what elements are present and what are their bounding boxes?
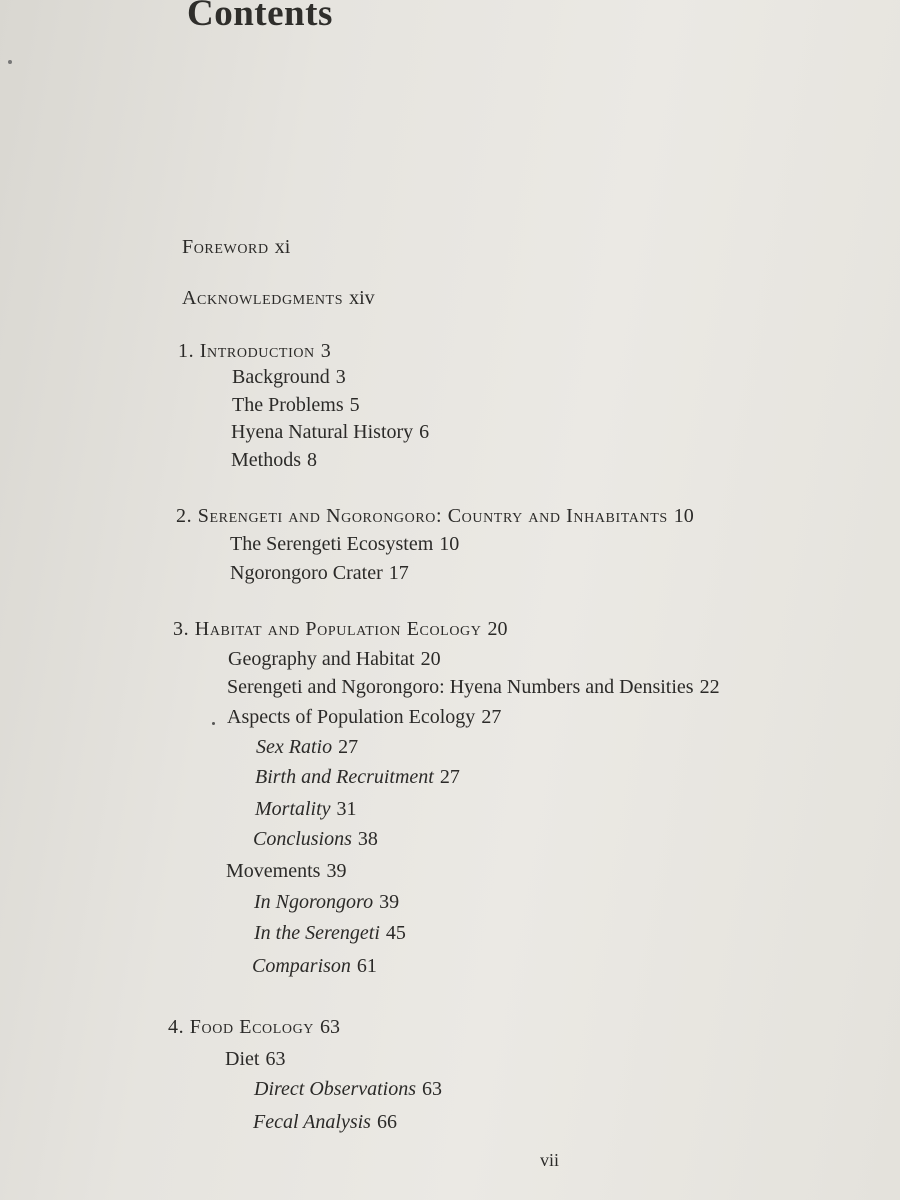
toc-entry-page: 39 bbox=[379, 891, 400, 913]
toc-section bbox=[227, 676, 720, 699]
toc-entry-label: 3. Habitat and Population Ecology bbox=[173, 618, 482, 640]
toc-entry-page: 27 bbox=[338, 736, 359, 758]
toc-entry-page: 39 bbox=[326, 860, 347, 882]
toc-entry-page: 3 bbox=[335, 366, 346, 388]
toc-entry-label: 4. Food Ecology bbox=[168, 1016, 315, 1038]
toc-entry-label: Serengeti and Ngorongoro: Hyena Numbers and Densities bbox=[227, 676, 694, 698]
toc-section bbox=[232, 394, 360, 417]
toc-section bbox=[230, 533, 459, 556]
toc-entry-page: 63 bbox=[265, 1048, 286, 1070]
toc-entry-label: In the Serengeti bbox=[254, 922, 380, 944]
toc-entry-page: 22 bbox=[699, 676, 720, 698]
toc-entry-label: Mortality bbox=[255, 798, 331, 820]
toc-subsection bbox=[253, 828, 378, 851]
toc-entry-page: 20 bbox=[420, 648, 441, 670]
toc-subsection bbox=[254, 1078, 442, 1101]
page-number: vii bbox=[540, 1150, 560, 1170]
toc-subsection bbox=[256, 736, 358, 759]
toc-entry-foreword bbox=[182, 236, 290, 259]
toc-chapter-2 bbox=[176, 505, 694, 528]
toc-subsection bbox=[252, 955, 377, 978]
toc-entry-page: 27 bbox=[481, 706, 502, 728]
toc-entry-label: The Problems bbox=[232, 394, 344, 416]
toc-section bbox=[232, 366, 346, 389]
toc-section bbox=[226, 860, 346, 883]
toc-subsection bbox=[255, 798, 357, 821]
toc-section bbox=[231, 449, 317, 472]
toc-section bbox=[225, 1048, 285, 1071]
toc-entry-label: Fecal Analysis bbox=[253, 1111, 371, 1133]
toc-section bbox=[231, 421, 429, 444]
toc-entry-page: 27 bbox=[439, 766, 460, 788]
toc-entry-page: 10 bbox=[673, 505, 694, 527]
toc-entry-label: Acknowledgments bbox=[182, 287, 344, 309]
toc-entry-label: Methods bbox=[231, 449, 301, 471]
toc-entry-label: Foreword bbox=[182, 236, 269, 258]
toc-entry-label: 1. Introduction bbox=[178, 340, 315, 362]
toc-entry-label: 2. Serengeti and Ngorongoro: Country and Inhabitants bbox=[176, 505, 668, 527]
toc-subsection bbox=[254, 922, 406, 945]
toc-entry-page: 31 bbox=[336, 798, 357, 820]
toc-subsection bbox=[253, 1111, 397, 1134]
toc-chapter-4 bbox=[168, 1016, 340, 1039]
toc-entry-label: In Ngorongoro bbox=[254, 891, 374, 913]
toc-subsection bbox=[254, 891, 399, 914]
toc-entry-page: 63 bbox=[320, 1016, 341, 1038]
toc-entry-page: 10 bbox=[439, 533, 460, 555]
toc-entry-page: xi bbox=[274, 236, 291, 258]
toc-section bbox=[230, 562, 409, 585]
paper-speck bbox=[212, 722, 215, 725]
toc-entry-page: xiv bbox=[349, 287, 375, 309]
toc-entry-page: 61 bbox=[356, 955, 377, 977]
toc-entry-label: Sex Ratio bbox=[256, 736, 333, 758]
toc-section bbox=[228, 648, 441, 671]
toc-entry-page: 20 bbox=[487, 618, 508, 640]
toc-entry-label: Conclusions bbox=[253, 828, 352, 850]
toc-entry-label: Movements bbox=[226, 860, 321, 882]
paper-speck bbox=[8, 60, 12, 64]
toc-entry-label: Comparison bbox=[252, 955, 351, 977]
toc-entry-page: 66 bbox=[376, 1111, 397, 1133]
toc-entry-page: 45 bbox=[385, 922, 406, 944]
page-title: Contents bbox=[187, 0, 333, 34]
toc-entry-page: 63 bbox=[422, 1078, 443, 1100]
toc-entry-page: 8 bbox=[307, 449, 317, 471]
toc-section bbox=[227, 706, 501, 729]
toc-entry-label: The Serengeti Ecosystem bbox=[230, 533, 434, 555]
toc-entry-label: Background bbox=[232, 366, 330, 388]
toc-entry-acknowledgments bbox=[182, 287, 375, 310]
toc-subsection bbox=[255, 766, 460, 789]
toc-entry-page: 38 bbox=[357, 828, 378, 850]
toc-entry-label: Aspects of Population Ecology bbox=[227, 706, 476, 728]
toc-chapter-1 bbox=[178, 340, 331, 363]
toc-entry-label: Hyena Natural History bbox=[231, 421, 414, 443]
toc-entry-label: Geography and Habitat bbox=[228, 648, 415, 670]
toc-entry-page: 17 bbox=[388, 562, 409, 584]
toc-entry-page: 5 bbox=[349, 394, 360, 416]
toc-entry-page: 6 bbox=[419, 421, 430, 443]
toc-chapter-3 bbox=[173, 618, 507, 641]
toc-entry-page: 3 bbox=[320, 340, 331, 362]
toc-entry-label: Birth and Recruitment bbox=[255, 766, 434, 788]
toc-entry-label: Diet bbox=[225, 1048, 260, 1070]
toc-entry-label: Ngorongoro Crater bbox=[230, 562, 383, 584]
toc-entry-label: Direct Observations bbox=[254, 1078, 417, 1100]
